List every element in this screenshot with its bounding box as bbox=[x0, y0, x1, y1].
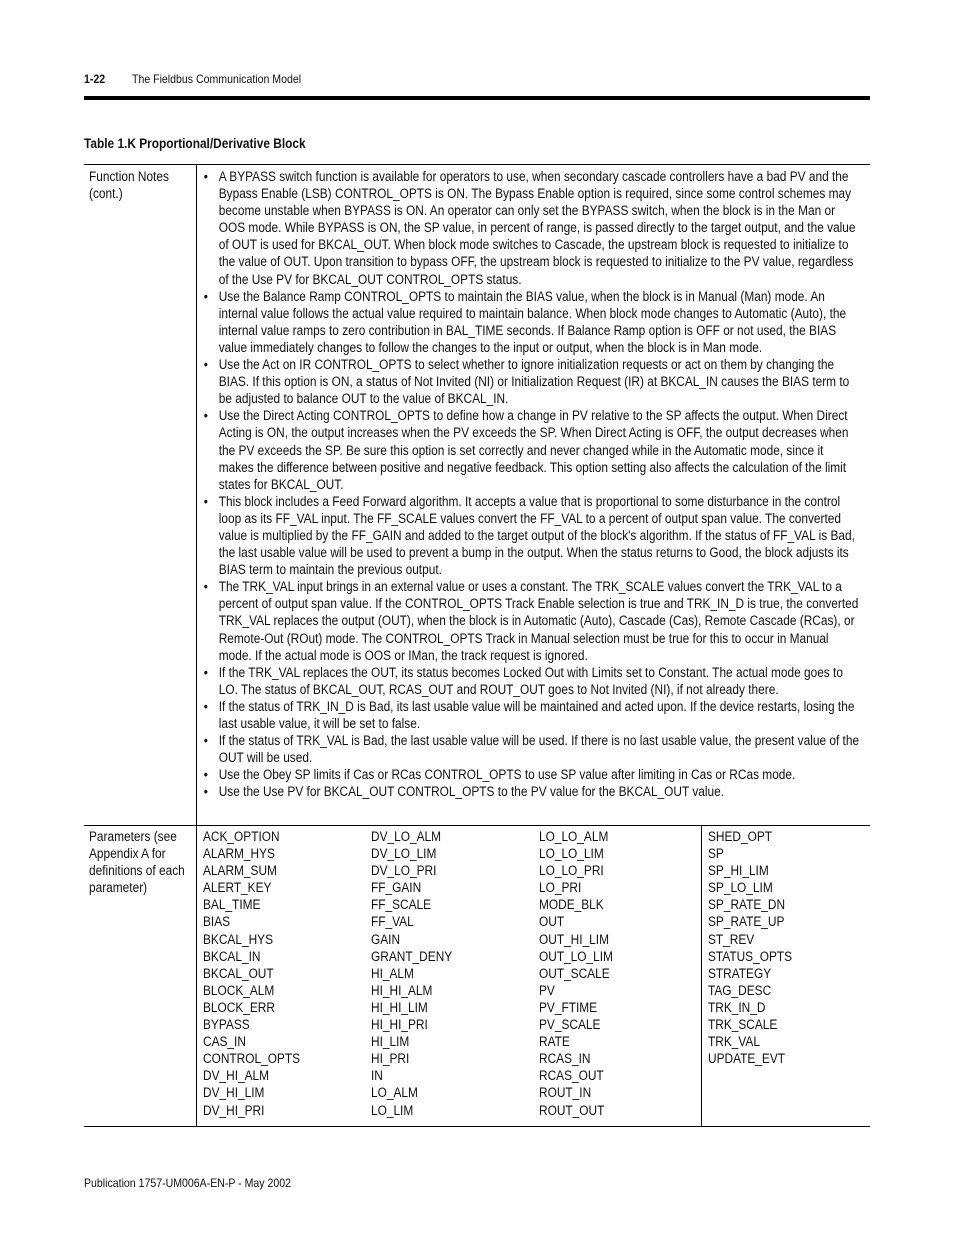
parameter-item: GAIN bbox=[371, 931, 401, 947]
parameter-item: LO_LO_PRI bbox=[539, 863, 604, 879]
function-note-item: • Use the Act on IR CONTROL_OPTS to select whether to ignore initialization requests or act on them by changing the BIAS. If this option is ON, a status of Not Invited (NI) or Initialization Request (IR) at BKCAL_IN causes the BIAS term to be adjusted to balance OUT to the value of BKCAL_IN. bbox=[202, 356, 861, 407]
parameter-item: STATUS_OPTS bbox=[708, 948, 793, 964]
parameter-item: HI_LIM bbox=[371, 1034, 410, 1050]
function-notes-list bbox=[202, 168, 862, 800]
parameter-item: SP_RATE_UP bbox=[708, 914, 785, 930]
parameter-item: BIAS bbox=[203, 914, 231, 930]
parameter-item: HI_ALM bbox=[371, 965, 414, 981]
parameter-item: DV_HI_LIM bbox=[203, 1085, 265, 1101]
function-note-item: • The TRK_VAL input brings in an external value or uses a constant. The TRK_SCALE values convert the TRK_VAL to a percent of output span value. If the CONTROL_OPTS Track Enable selection is true and TRK_IN_D is true, the converted TRK_VAL replaces the output (OUT), when the block is in Automatic (Auto), Cascade (Cas), Remote Cascade (RCas), or Remote-Out (ROut) mode. The CONTROL_OPTS Track in Manual selection must be true for this to occur in Manual mode. If the actual mode is OOS or IMan, the track request is ignored. bbox=[202, 578, 861, 663]
parameter-column-4 bbox=[708, 828, 804, 1067]
parameter-item: TRK_VAL bbox=[708, 1034, 760, 1050]
parameter-item: FF_VAL bbox=[371, 914, 414, 930]
parameter-item: OUT bbox=[539, 914, 565, 930]
parameter-item: FF_GAIN bbox=[371, 880, 422, 896]
parameter-item: ALARM_SUM bbox=[203, 863, 277, 879]
parameter-item: ALARM_HYS bbox=[203, 846, 275, 862]
parameter-item: BKCAL_HYS bbox=[203, 931, 274, 947]
parameter-item: CONTROL_OPTS bbox=[203, 1051, 301, 1067]
parameter-item: ROUT_IN bbox=[539, 1085, 592, 1101]
params-column-divider bbox=[701, 825, 702, 1126]
parameter-item: HI_HI_LIM bbox=[371, 999, 428, 1015]
function-note-item: • This block includes a Feed Forward algorithm. It accepts a value that is proportional to some disturbance in the control loop as its FF_VAL input. The FF_SCALE values convert the FF_VAL to a percent of output span value. The converted value is multiplied by the FF_GAIN and added to the target output of the block's algorithm. If the status of FF_VAL is Bad, the last usable value will be used to prevent a bump in the output. When the status returns to Good, the block adjusts its BIAS term to maintain the previous output. bbox=[202, 493, 861, 578]
parameter-item: DV_LO_PRI bbox=[371, 863, 437, 879]
page-number: 1-22 bbox=[84, 72, 106, 86]
parameter-item: OUT_LO_LIM bbox=[539, 948, 613, 964]
parameter-item: SHED_OPT bbox=[708, 829, 773, 844]
parameter-column-3 bbox=[539, 828, 623, 1119]
parameter-item: HI_HI_ALM bbox=[371, 982, 433, 998]
parameter-item: SP_LO_LIM bbox=[708, 880, 773, 896]
parameter-item: DV_LO_ALM bbox=[371, 829, 442, 844]
parameter-item: ROUT_OUT bbox=[539, 1102, 605, 1118]
row-divider bbox=[84, 825, 870, 826]
header-rule bbox=[84, 96, 870, 100]
parameter-item: CAS_IN bbox=[203, 1034, 246, 1050]
column-divider bbox=[196, 164, 197, 1126]
function-note-item: • Use the Balance Ramp CONTROL_OPTS to maintain the BIAS value, when the block is in Manual (Man) mode. An internal value follows the actual value required to maintain balance. When block mode changes to Automatic (Auto), the internal value ramps to zero contribution in BAL_TIME seconds. If Balance Ramp option is OFF or not used, the BIAS value immediately changes to follow the changes to the input or output, when the block is in Man mode. bbox=[202, 288, 861, 356]
parameter-item: SP_RATE_DN bbox=[708, 897, 786, 913]
parameter-item: UPDATE_EVT bbox=[708, 1051, 786, 1067]
parameter-item: BAL_TIME bbox=[203, 897, 261, 913]
parameter-item: LO_PRI bbox=[539, 880, 582, 896]
parameters-label: Parameters (see Appendix A for definitions of each parameter) bbox=[89, 829, 185, 895]
parameter-item: LO_LIM bbox=[371, 1102, 414, 1118]
parameter-item: FF_SCALE bbox=[371, 897, 432, 913]
parameter-item: PV_SCALE bbox=[539, 1017, 601, 1033]
parameter-item: SP_HI_LIM bbox=[708, 863, 769, 879]
parameter-item: BLOCK_ALM bbox=[203, 982, 275, 998]
function-notes-label: Function Notes (cont.) bbox=[89, 169, 169, 201]
function-note-item: • If the status of TRK_VAL is Bad, the last usable value will be used. If there is no last usable value, the present value of the OUT will be used. bbox=[202, 732, 861, 766]
parameter-item: RATE bbox=[539, 1034, 570, 1050]
function-note-item: • Use the Direct Acting CONTROL_OPTS to define how a change in PV relative to the SP affects the output. When Direct Acting is ON, the output increases when the PV exceeds the SP. When Direct Acting is OFF, the output decreases when the PV exceeds the SP. Be sure this option is set correctly and never changed while in the Automatic mode, since it makes the difference between positive and negative feedback. This option setting also affects the calculation of the limit states for BKCAL_OUT. bbox=[202, 407, 861, 492]
parameter-item: BKCAL_OUT bbox=[203, 965, 274, 981]
chapter-title: The Fieldbus Communication Model bbox=[132, 72, 302, 86]
parameter-item: PV_FTIME bbox=[539, 999, 598, 1015]
table-bottom-border bbox=[84, 1126, 870, 1127]
function-note-item: • Use the Obey SP limits if Cas or RCas CONTROL_OPTS to use SP value after limiting in Cas or RCas mode. bbox=[202, 766, 861, 783]
parameter-item: LO_ALM bbox=[371, 1085, 418, 1101]
parameter-item: RCAS_OUT bbox=[539, 1068, 604, 1084]
parameter-item: DV_HI_PRI bbox=[203, 1102, 265, 1118]
table-top-border bbox=[84, 164, 870, 165]
function-note-item: • If the TRK_VAL replaces the OUT, its status becomes Locked Out with Limits set to Constant. The actual mode goes to LO. The status of BKCAL_OUT, RCAS_OUT and ROUT_OUT goes to Not Invited (NI), if not already there. bbox=[202, 664, 861, 698]
parameter-item: DV_LO_LIM bbox=[371, 846, 437, 862]
parameter-item: ST_REV bbox=[708, 931, 755, 947]
parameter-item: TRK_SCALE bbox=[708, 1017, 778, 1033]
parameter-item: DV_HI_ALM bbox=[203, 1068, 270, 1084]
page-footer bbox=[84, 1176, 319, 1190]
page-header bbox=[84, 72, 302, 86]
parameter-item: LO_LO_LIM bbox=[539, 846, 604, 862]
parameter-item: SP bbox=[708, 846, 724, 862]
parameter-item: BYPASS bbox=[203, 1017, 250, 1033]
parameter-item: LO_LO_ALM bbox=[539, 829, 609, 844]
parameter-item: BLOCK_ERR bbox=[203, 999, 275, 1015]
parameter-item: ACK_OPTION bbox=[203, 829, 280, 844]
table-caption: Table 1.K Proportional/Derivative Block bbox=[84, 136, 306, 151]
parameter-item: GRANT_DENY bbox=[371, 948, 453, 964]
parameter-item: PV bbox=[539, 982, 555, 998]
parameter-item: HI_PRI bbox=[371, 1051, 410, 1067]
function-note-item: • Use the Use PV for BKCAL_OUT CONTROL_OPTS to the PV value for the BKCAL_OUT value. bbox=[202, 783, 861, 800]
parameter-item: OUT_SCALE bbox=[539, 965, 610, 981]
publication-info: Publication 1757-UM006A-EN-P - May 2002 bbox=[84, 1176, 292, 1190]
parameter-column-1 bbox=[203, 828, 313, 1119]
parameter-item: IN bbox=[371, 1068, 383, 1084]
parameter-item: TRK_IN_D bbox=[708, 999, 766, 1015]
parameter-item: STRATEGY bbox=[708, 965, 772, 981]
parameter-item: OUT_HI_LIM bbox=[539, 931, 609, 947]
parameter-item: BKCAL_IN bbox=[203, 948, 261, 964]
parameter-item: TAG_DESC bbox=[708, 982, 772, 998]
parameter-item: HI_HI_PRI bbox=[371, 1017, 428, 1033]
function-note-item: • If the status of TRK_IN_D is Bad, its last usable value will be maintained and acted upon. If the device restarts, losing the last usable value, it will be set to false. bbox=[202, 698, 861, 732]
parameter-item: MODE_BLK bbox=[539, 897, 604, 913]
function-note-item: • A BYPASS switch function is available for operators to use, when secondary cascade controllers have a bad PV and the Bypass Enable (LSB) CONTROL_OPTS is ON. The Bypass Enable option is required, since some control schemes may become unstable when BYPASS is ON. An operator can only set the BYPASS switch, when the block is in the Man or OOS mode. While BYPASS is ON, the SP value, in percent of range, is passed directly to the target output, and the value of OUT is used for BKCAL_OUT. When block mode switches to Cascade, the upstream block is requested to initialize to the value of OUT. Upon transition to bypass OFF, the upstream block is requested to initialize to the PV value, regardless of the Use PV for BKCAL_OUT CONTROL_OPTS status. bbox=[202, 168, 861, 288]
parameter-item: RCAS_IN bbox=[539, 1051, 591, 1067]
parameter-item: ALERT_KEY bbox=[203, 880, 272, 896]
parameter-column-2 bbox=[371, 828, 463, 1119]
